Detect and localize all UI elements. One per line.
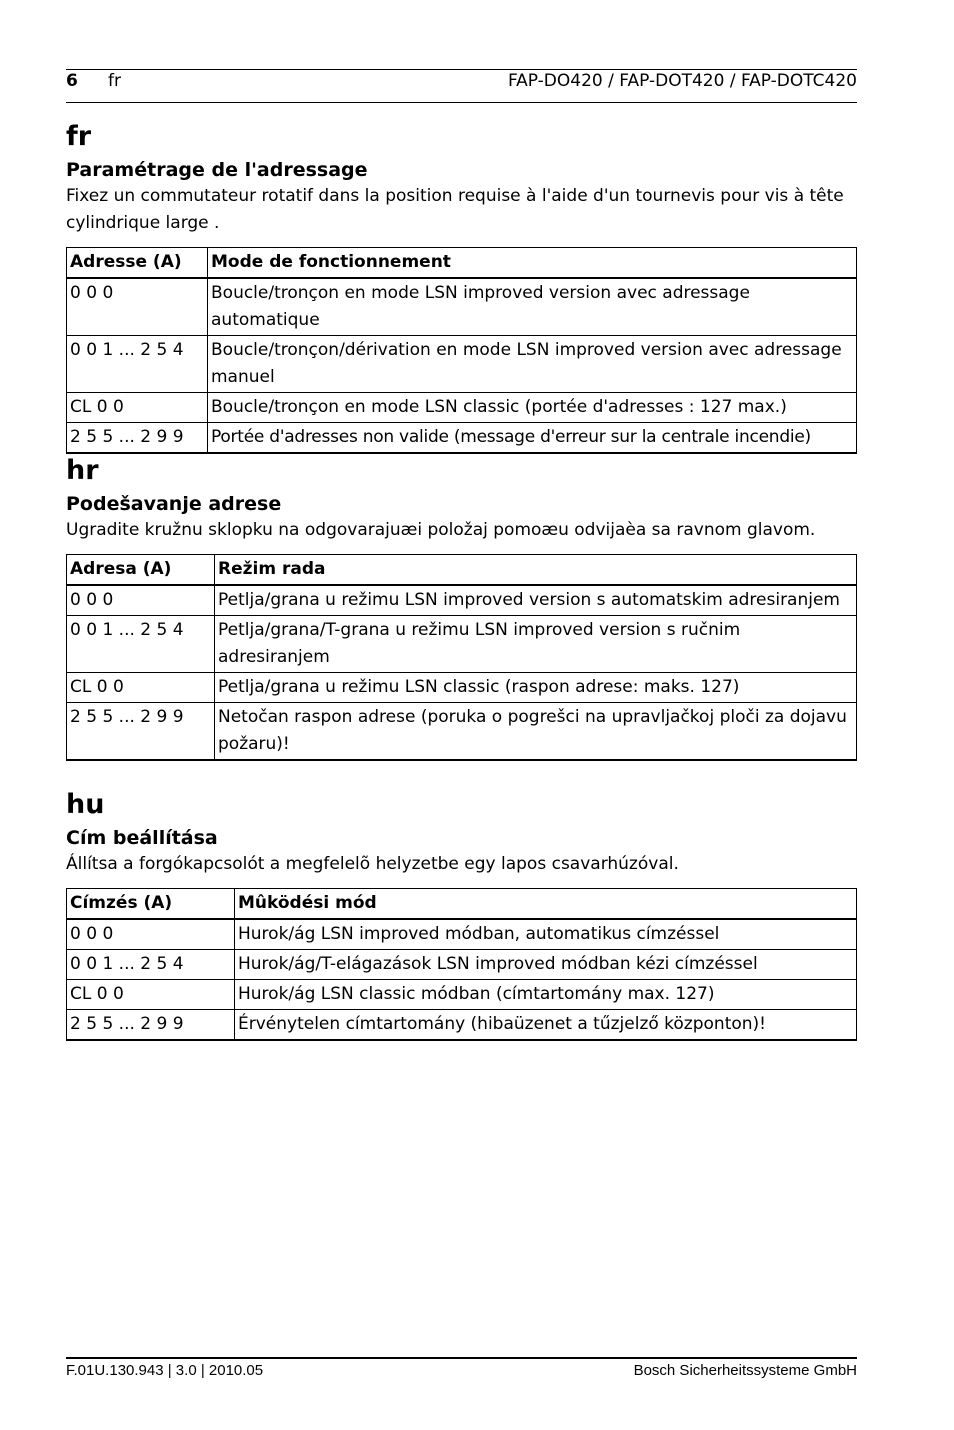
address-cell: 0 0 0: [67, 585, 215, 616]
column-header: Režim rada: [215, 555, 857, 586]
table-row: [67, 673, 857, 703]
mode-cell: Boucle/tronçon en mode LSN classic (portée d'adresses : 127 max.): [208, 393, 857, 423]
table-row: [67, 950, 857, 980]
mode-cell: Petlja/grana/T-grana u režimu LSN improved version s ručnim adresiranjem: [215, 616, 857, 673]
table-row: [67, 278, 857, 336]
mode-cell: Boucle/tronçon en mode LSN improved version avec adressage automatique: [208, 278, 857, 336]
column-header: Mode de fonctionnement: [208, 248, 857, 279]
section-hu: [66, 789, 857, 1041]
mode-cell: Petlja/grana u režimu LSN improved version s automatskim adresiranjem: [215, 585, 857, 616]
mode-cell: Portée d'adresses non valide (message d'erreur sur la centrale incendie): [208, 423, 857, 454]
header-rule-bottom: [66, 102, 857, 103]
section-hr: [66, 455, 857, 761]
language-code: hu: [66, 789, 105, 820]
table-header-row: [67, 248, 857, 279]
section-heading: Cím beállítása: [66, 827, 218, 849]
page-number: 6: [66, 71, 78, 91]
section-text: Ugradite kružnu sklopku na odgovarajuæi položaj pomoæu odvijaèa sa ravnom glavom.: [66, 520, 816, 540]
table-row: [67, 336, 857, 393]
header-language: fr: [108, 71, 121, 91]
table-row: [67, 1010, 857, 1041]
address-cell: CL 0 0: [67, 980, 235, 1010]
table-row: [67, 423, 857, 454]
address-cell: 2 5 5 ... 2 9 9: [67, 703, 215, 761]
section-heading: Podešavanje adrese: [66, 493, 282, 515]
header-rule-top: [66, 69, 857, 70]
language-code: fr: [66, 121, 92, 152]
address-cell: 0 0 1 ... 2 5 4: [67, 336, 208, 393]
address-table: [66, 554, 857, 761]
language-code: hr: [66, 455, 99, 486]
table-row: [67, 585, 857, 616]
address-cell: 0 0 0: [67, 278, 208, 336]
address-cell: 2 5 5 ... 2 9 9: [67, 423, 208, 454]
section-text: Állítsa a forgókapcsolót a megfelelõ helyzetbe egy lapos csavarhúzóval.: [66, 854, 679, 874]
column-header: Címzés (A): [67, 889, 235, 920]
address-cell: 2 5 5 ... 2 9 9: [67, 1010, 235, 1041]
footer-rule: [66, 1357, 857, 1359]
mode-cell: Hurok/ág/T-elágazások LSN improved módban kézi címzéssel: [235, 950, 857, 980]
table-row: [67, 919, 857, 950]
address-table: [66, 247, 857, 454]
mode-cell: Hurok/ág LSN improved módban, automatikus címzéssel: [235, 919, 857, 950]
table-row: [67, 980, 857, 1010]
address-cell: CL 0 0: [67, 673, 215, 703]
section-fr: [66, 121, 857, 454]
footer-company: Bosch Sicherheitssysteme GmbH: [633, 1362, 857, 1379]
column-header: Mûködési mód: [235, 889, 857, 920]
footer-document-id: F.01U.130.943 | 3.0 | 2010.05: [66, 1362, 264, 1379]
table-header-row: [67, 555, 857, 586]
table-header-row: [67, 889, 857, 920]
mode-cell: Netočan raspon adrese (poruka o pogrešci na upravljačkoj ploči za dojavu požaru)!: [215, 703, 857, 761]
mode-cell: Boucle/tronçon/dérivation en mode LSN improved version avec adressage manuel: [208, 336, 857, 393]
section-text: Fixez un commutateur rotatif dans la position requise à l'aide d'un tournevis pour vis à tête cylindrique large .: [66, 186, 844, 233]
table-row: [67, 616, 857, 673]
mode-cell: Érvénytelen címtartomány (hibaüzenet a tűzjelző központon)!: [235, 1010, 857, 1041]
address-cell: 0 0 1 ... 2 5 4: [67, 616, 215, 673]
address-cell: 0 0 1 ... 2 5 4: [67, 950, 235, 980]
address-cell: 0 0 0: [67, 919, 235, 950]
document-title: FAP-DO420 / FAP-DOT420 / FAP-DOTC420: [507, 71, 857, 91]
table-row: [67, 393, 857, 423]
column-header: Adresa (A): [67, 555, 215, 586]
table-row: [67, 703, 857, 761]
mode-cell: Petlja/grana u režimu LSN classic (raspon adrese: maks. 127): [215, 673, 857, 703]
address-table: [66, 888, 857, 1041]
section-heading: Paramétrage de l'adressage: [66, 159, 368, 181]
address-cell: CL 0 0: [67, 393, 208, 423]
mode-cell: Hurok/ág LSN classic módban (címtartomány max. 127): [235, 980, 857, 1010]
column-header: Adresse (A): [67, 248, 208, 279]
